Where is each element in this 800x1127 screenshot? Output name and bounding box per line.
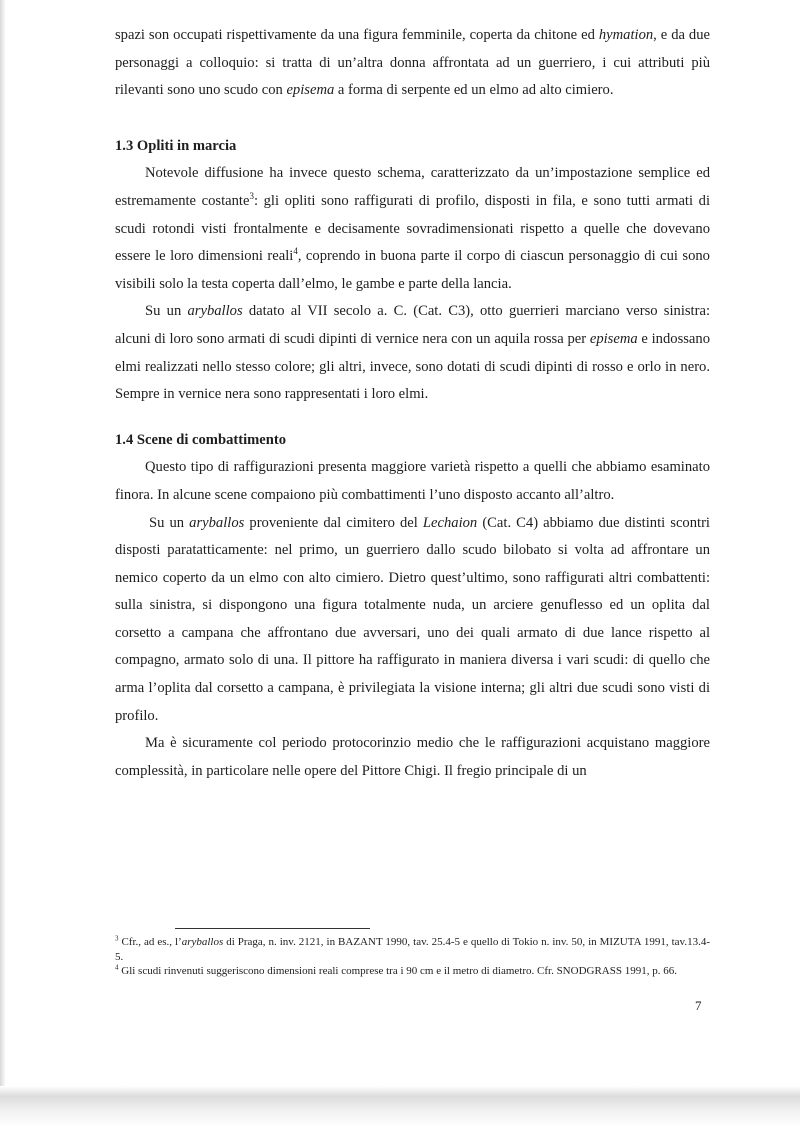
paragraph-1-4-b: Su un aryballos proveniente dal cimitero del Lechaion (Cat. C4) abbiamo due distinti scontri disposti paratatticamente: nel primo, un guerriero dallo scudo bilobato si volta ad affrontare un nemico coperto da un elmo con alto cimiero. Dietro quest’ultimo, sono raffigurati altri combattenti: sulla sinistra, si dispongono una figura totalmente nuda, un arciere genuflesso ed un oplita dal corsetto a campana che affrontano due avversari, uno dei quali armato di due lance rispetto al compagno, armato solo di una. Il pittore ha raffigurato in maniera diversa i vari scudi: di quello che arma l’oplita dal corsetto a campana, è privilegiata la visione interna; gli altri due scudi sono visti di profilo. bbox=[115, 514, 710, 724]
footnote-divider bbox=[175, 928, 370, 929]
paragraph-1-4-c: Ma è sicuramente col periodo protocorinzio medio che le raffigurazioni acquistano maggiore complessità, in particolare nelle opere del Pittore Chigi. Il fregio principale di un bbox=[115, 735, 710, 779]
footnote-3: $^3$ Cfr., ad es., l’aryballos di Praga, n. inv. 2121, in BAZANT 1990, tav. 25.4-5 e quello di Tokio n. inv. 50, in MIZUTA 1991, tav.13.4-5. bbox=[115, 934, 710, 963]
paragraph-1-4-a: Questo tipo di raffigurazioni presenta maggiore varietà rispetto a quelli che abbiamo esaminato finora. In alcune scene compaiono più combattimenti l’uno disposto accanto all’altro. bbox=[115, 459, 710, 503]
footnote-ref-3[interactable]: 3 bbox=[249, 191, 254, 202]
footnote-ref-4[interactable]: 4 bbox=[293, 246, 298, 257]
intro-paragraph: spazi son occupati rispettivamente da una figura femminile, coperta da chitone ed hymation, e da due personaggi a colloquio: si tratta di un’altra donna affrontata ad un guerriero, i cui attributi più rilevanti sono uno scudo con episema a forma di serpente ed un elmo ad alto cimiero. bbox=[115, 27, 710, 99]
section-heading-1-4: 1.4 Scene di combattimento bbox=[115, 431, 287, 448]
section-heading-1-3: 1.3 Opliti in marcia bbox=[115, 137, 237, 154]
page-body bbox=[115, 22, 710, 785]
scan-shadow-left bbox=[0, 0, 6, 1127]
paragraph-1-3-a: Notevole diffusione ha invece questo schema, caratterizzato da un’impostazione semplice ed estremamente costante$^3$: gli opliti sono raffigurati di profilo, disposti in fila, e sono tutti armati di scudi rotondi visti frontalmente e decisamente sovradimensionati rispetto a quelle che dovevano essere le loro dimensioni reali$^4$, coprendo in buona parte il corpo di ciascun personaggio di cui sono visibili solo la testa coperta dall’elmo, le gambe e parte della lancia. bbox=[115, 165, 711, 292]
scan-shadow-bottom bbox=[0, 1086, 800, 1127]
page-number: 7 bbox=[695, 998, 702, 1013]
footnotes bbox=[115, 935, 710, 979]
footnote-4: $^4$ Gli scudi rinvenuti suggeriscono dimensioni reali comprese tra i 90 cm e il metro di diametro. Cfr. SNODGRASS 1991, p. 66. bbox=[115, 963, 677, 978]
paragraph-1-3-b: Su un aryballos datato al VII secolo a. C. (Cat. C3), otto guerrieri marciano verso sinistra: alcuni di loro sono armati di scudi dipinti di vernice nera con un aquila rossa per episema e indossano elmi realizzati nello stesso colore; gli altri, invece, sono dotati di scudi dipinti di rosso e orlo in nero. Sempre in vernice nera sono rappresentati i loro elmi. bbox=[115, 303, 711, 403]
